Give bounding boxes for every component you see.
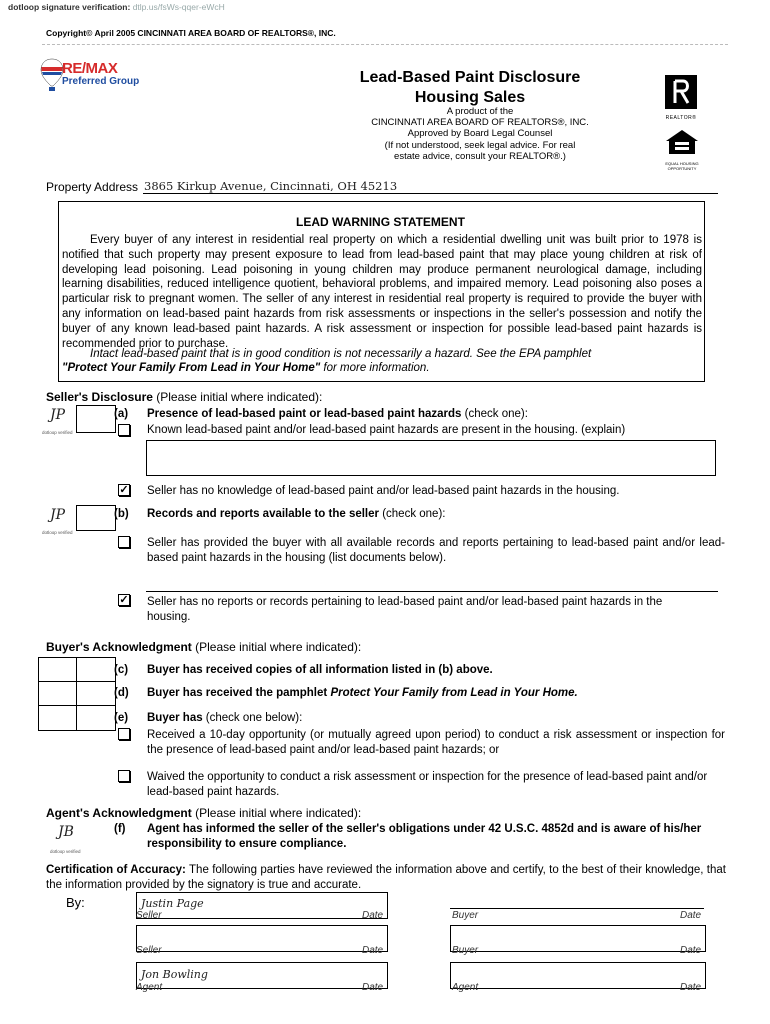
seller-initials-box-b[interactable] [76, 505, 116, 531]
section-d-line [147, 686, 578, 701]
section-a-note: (check one): [461, 408, 528, 420]
seller-signature-box-1[interactable] [136, 892, 388, 919]
dotloop-stamp: dotloop verified [50, 849, 81, 854]
seller-signature-box-2[interactable] [136, 925, 388, 952]
section-d-text: Buyer has received the pamphlet [147, 687, 331, 699]
agent-initials[interactable] [44, 821, 96, 857]
equal-housing-icon [664, 128, 700, 156]
certification-text: The following parties have reviewed the information above and certify, to the best of their knowledge, that the information provided by the signatory is true and accurate. [46, 864, 726, 891]
agent-heading-note: (Please initial where indicated): [191, 806, 362, 820]
buyer-initials-e2[interactable] [76, 705, 116, 731]
dotloop-stamp: dotloop verified [42, 430, 73, 435]
received-opportunity-checkbox[interactable] [118, 728, 130, 740]
agent-heading-label: Agent's Acknowledgment [46, 806, 192, 820]
date-label-6: Date [680, 982, 702, 993]
buyer-signature-box-2[interactable] [450, 925, 706, 952]
buyer-signature-line-1[interactable] [450, 908, 704, 909]
realtor-label: REALTOR® [665, 115, 697, 121]
waived-opportunity-checkbox[interactable] [118, 770, 130, 782]
buyer-label-1: Buyer [452, 910, 479, 921]
section-e-title: Buyer has [147, 712, 203, 724]
section-e-label: (e) [114, 712, 129, 724]
equal-housing-logo [664, 128, 700, 170]
date-label-1: Date [362, 910, 384, 921]
logo-brand: RE/MAX [62, 60, 118, 77]
lead-warning-title: LEAD WARNING STATEMENT [296, 215, 465, 229]
property-address-field[interactable]: 3865 Kirkup Avenue, Cincinnati, OH 45213 [144, 179, 398, 193]
received-opportunity-option: Received a 10-day opportunity (or mutually agreed upon period) to conduct a risk assessment or inspection for the presence of lead-based paint and/or lead-based paint hazards; or [147, 729, 725, 756]
buyer-heading-note: (Please initial where indicated): [191, 640, 362, 654]
top-divider [42, 44, 728, 45]
seller-label-2: Seller [136, 945, 162, 956]
approved-note: Approved by Board Legal Counsel [407, 128, 553, 139]
explain-field[interactable] [146, 440, 716, 476]
seller-disclosure-heading [46, 390, 322, 404]
section-b-heading [147, 507, 445, 522]
section-e-note: (check one below): [202, 712, 303, 724]
dotloop-stamp: dotloop verified [42, 530, 73, 535]
section-a-label: (a) [114, 408, 129, 420]
section-c-label: (c) [114, 664, 129, 676]
date-label-3: Date [362, 945, 384, 956]
verification-label: dotloop signature verification: [8, 2, 131, 12]
buyer-ack-heading [46, 640, 361, 654]
logo-subtitle: Preferred Group [62, 76, 140, 87]
advice-line1: (If not understood, seek legal advice. For real [384, 140, 576, 151]
lead-warning-pamphlet-line [62, 362, 702, 374]
product-of: A product of the [446, 106, 514, 117]
section-f-label: (f) [114, 823, 126, 835]
date-label-4: Date [680, 945, 702, 956]
form-title-line1: Lead-Based Paint Disclosure [359, 69, 581, 86]
agent-signature: Jon Bowling [141, 968, 208, 981]
agent-label: Agent [136, 982, 163, 993]
section-a-title: Presence of lead-based paint or lead-based paint hazards [147, 408, 462, 420]
balloon-icon [40, 58, 64, 92]
buyer-initials-d1[interactable] [38, 681, 78, 707]
seller-heading-label: Seller's Disclosure [46, 390, 153, 404]
dotloop-verification-bar [8, 2, 225, 12]
seller-initials-b-text: JP [50, 507, 66, 523]
buyer-initials-e1[interactable] [38, 705, 78, 731]
section-b-title: Records and reports available to the seller [147, 508, 379, 520]
section-e-heading [147, 711, 302, 726]
buyer-heading-label: Buyer's Acknowledgment [46, 640, 192, 654]
certification-paragraph [46, 863, 726, 892]
form-title-line2: Housing Sales [414, 89, 526, 106]
lead-warning-italic-note: Intact lead-based paint that is in good condition is not necessarily a hazard. See the EPA pamphlet [90, 348, 592, 360]
realtor-logo [664, 74, 698, 121]
copyright-notice: Copyright© April 2005 CINCINNATI AREA BOARD OF REALTORS®, INC. [46, 28, 336, 38]
certification-heading: Certification of Accuracy: [46, 864, 186, 876]
no-records-option: Seller has no reports or records pertaining to lead-based paint and/or lead-based paint hazards in the housing. [147, 596, 663, 623]
buyer-initials-d2[interactable] [76, 681, 116, 707]
remax-logo [40, 58, 140, 96]
no-records-checkbox[interactable]: ✓ [119, 594, 129, 606]
lead-warning-body: Every buyer of any interest in residential real property on which a residential dwelling unit was built prior to 1978 is notified that such property may present exposure to lead from lead-based paint that may place young children at risk of developing lead poisoning. Lead poisoning in young children may produce permanent neurological damage, including learning disabilities, reduced intelligence quotient, behavioral problems, and impaired memory. Lead poisoning also poses a particular risk to pregnant women. The seller of any interest in residential real property is required to provide the buyer with any information on lead-based paint hazards from risk assessments or inspections in the seller's possession and notify the buyer of any known lead-based paint hazards. A risk assessment or inspection for possible lead-based paint hazards is recommended prior to purchase. [62, 234, 702, 350]
section-d-pamphlet: Protect Your Family from Lead in Your Home. [330, 687, 578, 699]
buyer-initials-c1[interactable] [38, 657, 78, 683]
section-f-text: Agent has informed the seller of the seller's obligations under 42 U.S.C. 4852d and is aware of his/her responsibility to ensure compliance. [147, 823, 702, 850]
seller-label-1: Seller [136, 910, 162, 921]
agent-ack-heading [46, 806, 361, 820]
seller-initials-box-a[interactable] [76, 405, 116, 433]
pamphlet-title: "Protect Your Family From Lead in Your Home" [62, 362, 321, 374]
property-address-label: Property Address [46, 180, 139, 194]
agent-initials-text: JB [58, 824, 74, 840]
no-knowledge-option: Seller has no knowledge of lead-based paint and/or lead-based paint hazards in the housing. [147, 485, 620, 497]
by-label: By: [66, 895, 85, 910]
section-d-label: (d) [114, 687, 129, 699]
date-label-5: Date [362, 982, 384, 993]
waived-opportunity-option: Waived the opportunity to conduct a risk assessment or inspection for the presence of lead-based paint and/or lead-based paint hazards. [147, 771, 708, 798]
realtor-r-icon [664, 74, 698, 110]
pamphlet-rest: for more information. [320, 362, 430, 374]
section-a-heading [147, 407, 528, 422]
advice-line2: estate advice, consult your REALTOR®.) [394, 151, 566, 162]
property-address-underline [143, 193, 718, 194]
documents-list-line[interactable] [146, 591, 718, 592]
agent-label-2: Agent [452, 982, 479, 993]
seller-initials-b[interactable] [38, 505, 76, 537]
known-lead-checkbox[interactable] [118, 424, 130, 436]
agent-second-signature-box[interactable] [450, 962, 706, 989]
board-name: CINCINNATI AREA BOARD OF REALTORS®, INC. [371, 117, 589, 128]
no-knowledge-checkbox[interactable]: ✓ [119, 484, 129, 496]
seller-signature: Justin Page [141, 897, 204, 910]
verification-link[interactable]: dtlp.us/fsWs-qqer-eWcH [132, 2, 225, 12]
seller-heading-note: (Please initial where indicated): [152, 390, 323, 404]
known-lead-option: Known lead-based paint and/or lead-based paint hazards are present in the housing. (explain) [147, 424, 626, 436]
section-c-text: Buyer has received copies of all information listed in (b) above. [147, 664, 493, 676]
section-b-label: (b) [114, 508, 129, 520]
records-provided-option: Seller has provided the buyer with all available records and reports pertaining to lead-based paint and/or lead-based paint hazards in the housing (list documents below). [147, 537, 725, 564]
buyer-initials-c2[interactable] [76, 657, 116, 683]
date-label-2: Date [680, 910, 702, 921]
buyer-label-2: Buyer [452, 945, 479, 956]
records-provided-checkbox[interactable] [118, 536, 130, 548]
section-b-note: (check one): [379, 508, 446, 520]
agent-signature-box[interactable] [136, 962, 388, 989]
seller-initials-a[interactable] [38, 405, 76, 437]
equal-housing-label: EQUAL HOUSING OPPORTUNITY [665, 161, 699, 171]
seller-initials-a-text: JP [50, 407, 66, 423]
